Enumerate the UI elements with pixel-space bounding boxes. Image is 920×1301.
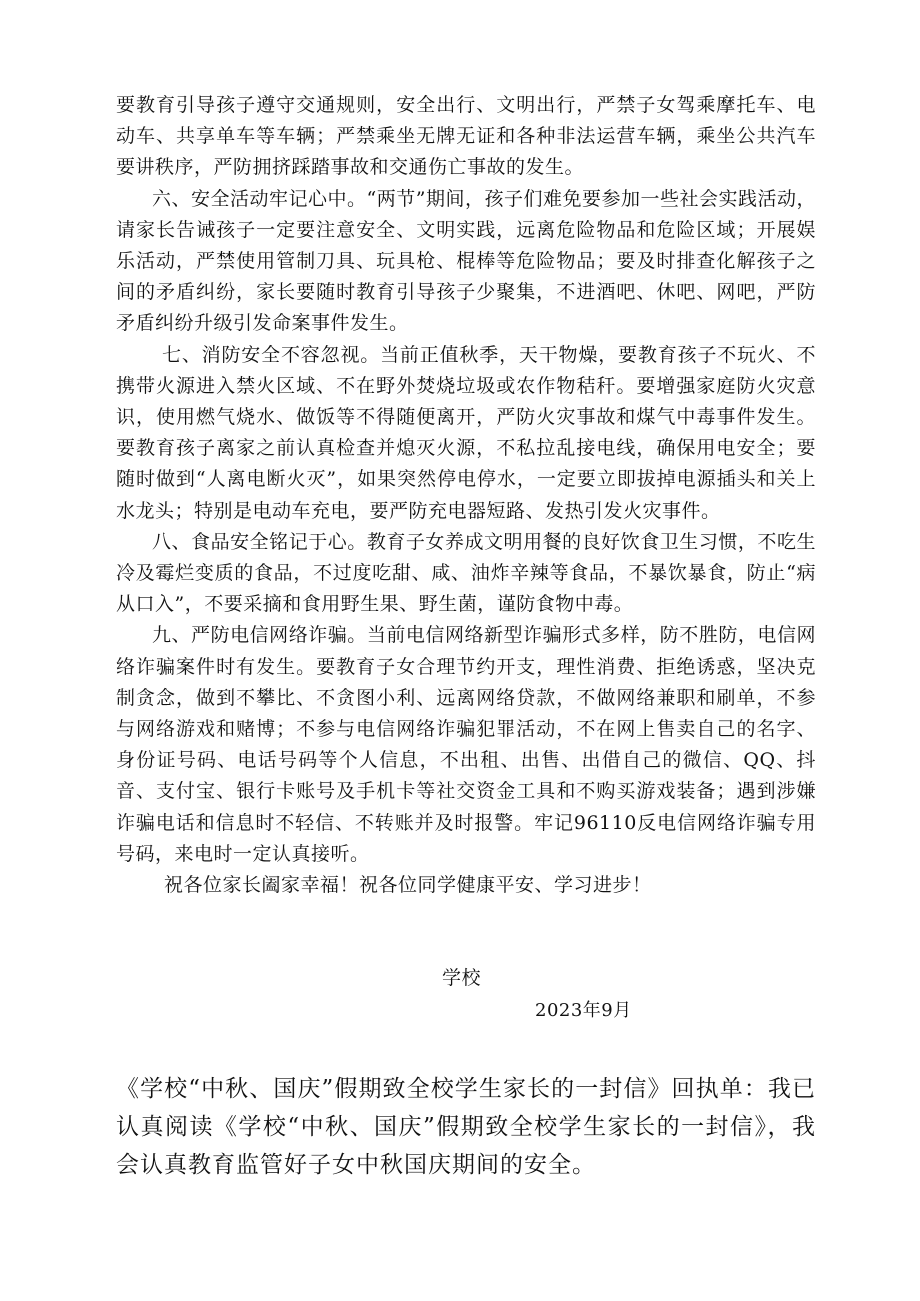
paragraph-fire-safety: 七、消防安全不容忽视。当前正值秋季，天干物燥，要教育孩子不玩火、不携带火源进入禁火区域、不在野外焚烧垃圾或农作物秸秆。要增强家庭防火灾意识，使用燃气烧水、做饭等不得随便离开，严防火灾事故和煤气中毒事件发生。要教育孩子离家之前认真检查并熄灭火源，不私拉乱接电线，确保用电安全；要随时做到“人离电断火灭”，如果突然停电停水，一定要立即拔掉电源插头和关上水龙头；特别是电动车充电，要严防充电器短路、发热引发火灾事件。 — [116, 343, 816, 522]
paragraph-transport-safety: 要教育引导孩子遵守交通规则，安全出行、文明出行，严禁子女驾乘摩托车、电动车、共享单车等车辆；严禁乘坐无牌无证和各种非法运营车辆，乘坐公共汽车要讲秩序，严防拥挤踩踏事故和交通伤亡事故的发生。 — [116, 94, 816, 179]
paragraph-fraud-prevention: 九、严防电信网络诈骗。当前电信网络新型诈骗形式多样，防不胜防，电信网络诈骗案件时有发生。要教育子女合理节约开支，理性消费、拒绝诱惑，坚决克制贪念，做到不攀比、不贪图小利、远离网络贷款，不做网络兼职和刷单，不参与网络游戏和赌博；不参与电信网络诈骗犯罪活动，不在网上售卖自己的名字、身份证号码、电话号码等个人信息，不出租、出售、出借自己的微信、QQ、抖音、支付宝、银行卡账号及手机卡等社交资金工具和不购买游戏装备；遇到涉嫌诈骗电话和信息时不轻信、不转账并及时报警。牢记96110反电信网络诈骗专用号码，来电时一定认真接听。 — [116, 624, 816, 865]
paragraph-activity-safety: 六、安全活动牢记心中。“两节”期间，孩子们难免要参加一些社会实践活动，请家长告诫孩子一定要注意安全、文明实践，远离危险物品和危险区域；开展娱乐活动，严禁使用管制刀具、玩具枪、棍棒等危险物品；要及时排查化解孩子之间的矛盾纠纷，家长要随时教育引导孩子少聚集，不进酒吧、休吧、网吧，严防矛盾纠纷升级引发命案事件发生。 — [116, 187, 816, 335]
letter-body — [116, 90, 816, 901]
signature-date: 2023年9月 — [535, 1000, 632, 1021]
paragraph-blessing: 祝各位家长阖家幸福！祝各位同学健康平安、学习进步！ — [164, 874, 652, 897]
receipt-text: 《学校“中秋、国庆”假期致全校学生家长的一封信》回执单：我已认真阅读《学校“中秋、国庆”假期致全校学生家长的一封信》，我会认真教育监管好子女中秋国庆期间的安全。 — [116, 1076, 816, 1178]
signature-school: 学校 — [442, 967, 482, 989]
paragraph-food-safety: 八、食品安全铭记于心。教育子女养成文明用餐的良好饮食卫生习惯，不吃生冷及霉烂变质的食品，不过度吃甜、咸、油炸辛辣等食品，不暴饮暴食，防止“病从口入”，不要采摘和食用野生果、野生菌，谨防食物中毒。 — [116, 530, 816, 616]
